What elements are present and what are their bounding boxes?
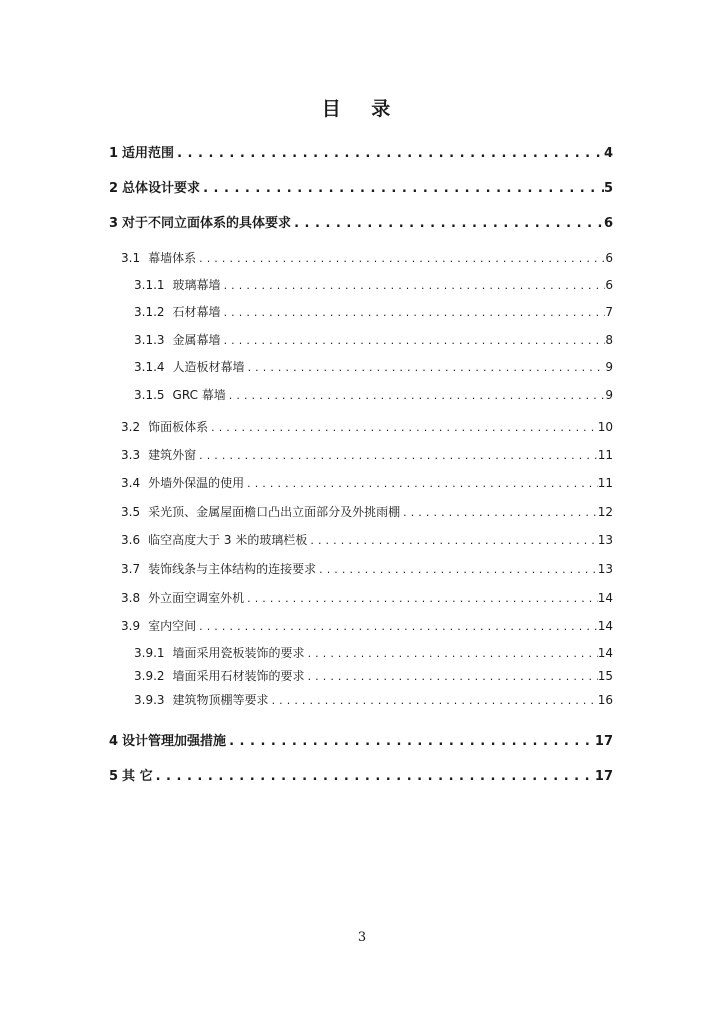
entry-page: 7 [605,305,613,319]
entry-page: 8 [605,333,613,347]
entry-page: 4 [603,146,613,161]
entry-number: 3.1.1 [134,278,165,292]
entry-page: 17 [594,769,613,784]
entry-label: 其 它 [122,769,153,784]
dot-leader [221,279,606,292]
entry-number: 3.9.2 [134,669,165,683]
entry-number: 3.1 [121,251,141,265]
entry-label: 外墙外保温的使用 [148,476,245,490]
toc-entry[interactable] [134,667,613,684]
entry-page: 15 [597,669,613,683]
entry-number: 3.1.3 [134,333,165,347]
toc-entry[interactable] [121,249,613,266]
entry-label: 幕墙体系 [148,251,197,265]
entry-page: 11 [597,448,613,462]
entry-number: 2 [109,181,119,196]
toc-entry[interactable] [121,418,613,435]
toc-entry[interactable] [121,589,613,606]
entry-number: 3.2 [121,420,141,434]
entry-label: 人造板材幕墙 [172,360,245,374]
entry-number: 1 [109,146,119,161]
entry-label: 墙面采用瓷板装饰的要求 [172,646,305,660]
dot-leader [196,620,598,633]
toc-entry[interactable] [109,765,613,784]
entry-label: 装饰线条与主体结构的连接要求 [148,562,317,576]
entry-number: 3.3 [121,448,141,462]
dot-leader [291,216,604,231]
entry-number: 3.9.3 [134,693,165,707]
entry-page: 13 [597,562,613,576]
entry-label: 对于不同立面体系的具体要求 [122,216,292,231]
entry-label: 外立面空调室外机 [148,591,245,605]
toc-entry[interactable] [109,142,613,161]
dot-leader [208,421,598,434]
dot-leader [307,534,597,547]
dot-leader [174,146,604,161]
entry-number: 3.1.5 [134,388,165,402]
page-number: 3 [357,930,367,945]
entry-number: 3.8 [121,591,141,605]
toc-entry[interactable] [134,358,613,375]
entry-number: 4 [109,734,119,749]
entry-number: 3.1.2 [134,305,165,319]
entry-number: 5 [109,769,119,784]
toc-entry[interactable] [134,691,613,708]
toc-entry[interactable] [121,503,613,520]
entry-page: 16 [597,693,613,707]
toc-entry[interactable] [134,644,613,661]
entry-number: 3.1.4 [134,360,165,374]
dot-leader [244,477,598,490]
entry-page: 9 [605,388,613,402]
toc-entry[interactable] [109,177,613,196]
entry-label: 玻璃幕墙 [172,278,221,292]
toc-entry[interactable] [121,531,613,548]
dot-leader [305,670,598,683]
toc-entry[interactable] [109,730,613,749]
toc-entry[interactable] [134,331,613,348]
entry-label: 饰面板体系 [148,420,209,434]
dot-leader [245,361,606,374]
dot-leader [200,181,604,196]
entry-number: 3.9.1 [134,646,165,660]
dot-leader [153,769,595,784]
entry-number: 3 [109,216,119,231]
entry-number: 3.7 [121,562,141,576]
entry-number: 3.9 [121,619,141,633]
entry-label: 墙面采用石材装饰的要求 [172,669,305,683]
entry-number: 3.4 [121,476,141,490]
entry-label: 总体设计要求 [122,181,201,196]
entry-label: 建筑外窗 [148,448,197,462]
entry-label: 适用范围 [122,146,175,161]
dot-leader [400,506,598,519]
entry-page: 10 [597,420,613,434]
toc-entry[interactable] [121,474,613,491]
toc-entry[interactable] [121,446,613,463]
dot-leader [226,389,606,402]
toc-entry[interactable] [121,617,613,634]
entry-page: 14 [597,591,613,605]
entry-page: 9 [605,360,613,374]
toc-entry[interactable] [134,276,613,293]
dot-leader [305,647,598,660]
entry-page: 12 [597,505,613,519]
toc-title: 目 录 [321,98,403,120]
toc-entry[interactable] [134,386,613,403]
dot-leader [244,592,598,605]
entry-label: GRC 幕墙 [172,388,226,402]
entry-page: 6 [605,278,613,292]
entry-label: 采光顶、金属屋面檐口凸出立面部分及外挑雨棚 [148,505,401,519]
entry-label: 室内空间 [148,619,197,633]
entry-page: 14 [597,646,613,660]
dot-leader [221,334,606,347]
dot-leader [269,694,598,707]
entry-page: 6 [605,251,613,265]
entry-page: 6 [603,216,613,231]
dot-leader [221,306,606,319]
entry-page: 14 [597,619,613,633]
entry-page: 5 [603,181,613,196]
entry-page: 17 [594,734,613,749]
dot-leader [196,252,605,265]
toc-entry[interactable] [134,303,613,320]
entry-number: 3.6 [121,533,141,547]
toc-entry[interactable] [121,560,613,577]
toc-entry[interactable] [109,212,613,231]
entry-page: 13 [597,533,613,547]
entry-label: 金属幕墙 [172,333,221,347]
entry-label: 设计管理加强措施 [122,734,227,749]
dot-leader [196,449,598,462]
dot-leader [226,734,595,749]
entry-label: 建筑物顶棚等要求 [172,693,269,707]
entry-number: 3.5 [121,505,141,519]
entry-label: 临空高度大于 3 米的玻璃栏板 [148,533,308,547]
entry-label: 石材幕墙 [172,305,221,319]
dot-leader [316,563,598,576]
entry-page: 11 [597,476,613,490]
